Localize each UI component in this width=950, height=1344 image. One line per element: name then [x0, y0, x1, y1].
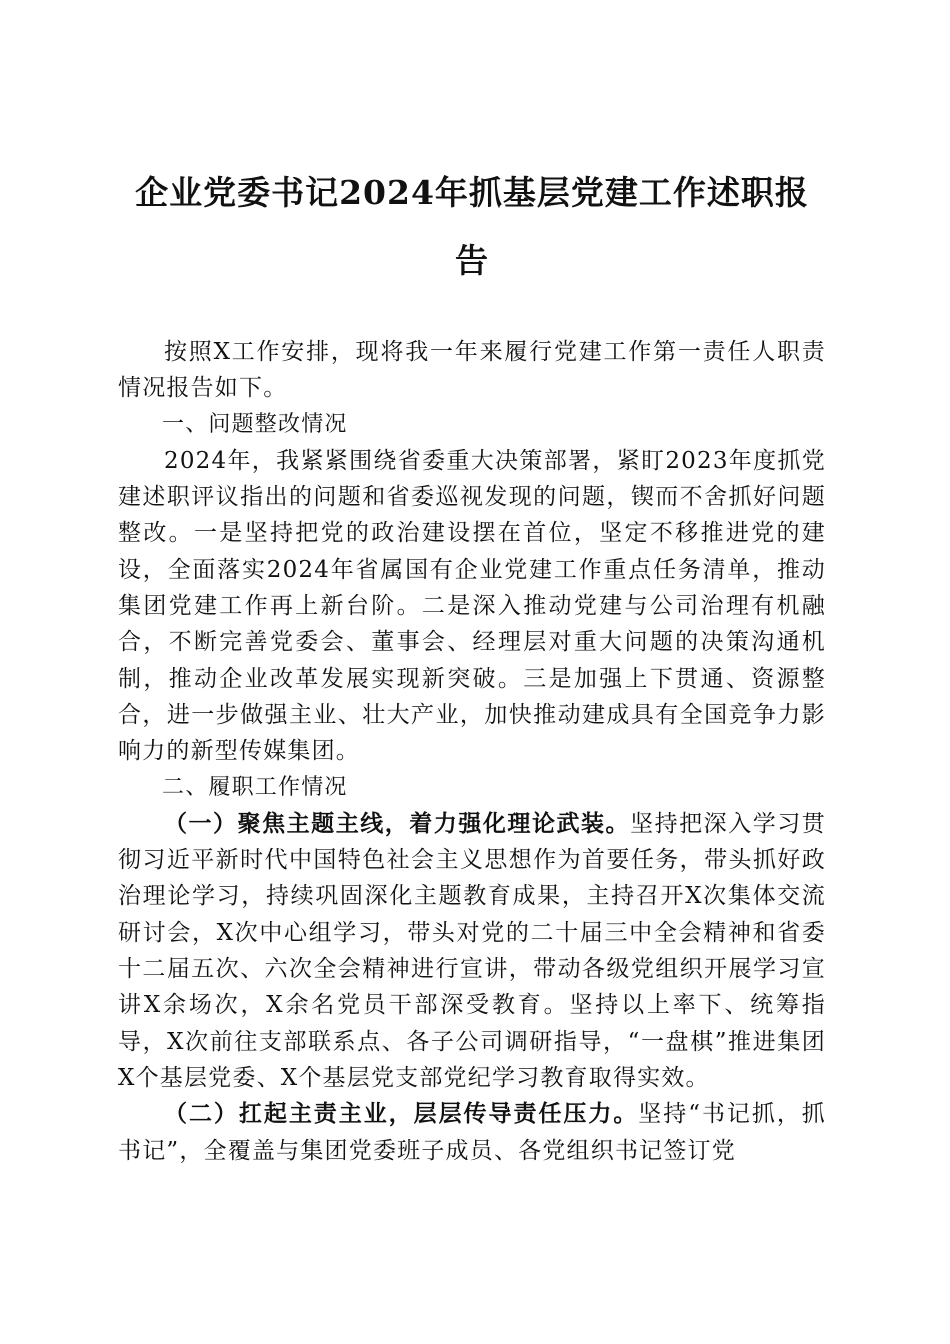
section-2-item-2: [118, 1096, 826, 1169]
section-2-item-1: [118, 806, 826, 1096]
intro-paragraph: 按照X工作安排，现将我一年来履行党建工作第一责任人职责情况报告如下。: [118, 339, 826, 402]
section-1-paragraph: 2024年，我紧紧围绕省委重大决策部署，紧盯2023年度抓党建述职评议指出的问题和省委巡视发现的问题，锲而不舍抓好问题整改。一是坚持把党的政治建设摆在首位，坚定不移推进党的建设，全面落实2024年省属国有企业党建工作重点任务清单，推动集团党建工作再上新台阶。二是深入推动党建与公司治理有机融合，不断完善党委会、董事会、经理层对重大问题的决策沟通机制，推动企业改革发展实现新突破。三是加强上下贯通、资源整合，进一步做强主业、壮大产业，加快推动建成具有全国竞争力影响力的新型传媒集团。: [118, 447, 826, 765]
section-1-heading: 一、问题整改情况: [162, 411, 348, 437]
item-1-text: 坚持把深入学习贯彻习近平新时代中国特色社会主义思想作为首要任务，带头抓好政治理论学习，持续巩固深化主题教育成果，主持召开X次集体交流研讨会，X次中心组学习，带头对党的二十届三中全会精神和省委十二届五次、六次全会精神进行宣讲，带动各级党组织开展学习宣讲X余场次，X余名党员干部深受教育。坚持以上率下、统筹指导，X次前往支部联系点、各子公司调研指导，“一盘棋”推进集团X个基层党委、X个基层党支部党纪学习教育取得实效。: [118, 810, 826, 1091]
item-2-text: 坚持“书记抓，抓书记”，全覆盖与集团党委班子成员、各党组织书记签订党: [118, 1101, 826, 1164]
section-2-heading: 二、履职工作情况: [162, 774, 348, 800]
item-1-lead: （一）聚焦主题主线，着力强化理论武装。: [164, 809, 631, 837]
item-2-lead: （二）扛起主责主业，层层传导责任压力。: [164, 1100, 639, 1128]
document-title: [118, 170, 826, 284]
document-body: [118, 334, 826, 1169]
document-page: [118, 0, 826, 1169]
title-line-1: 企业党委书记2024年抓基层党建工作述职报: [135, 173, 809, 212]
title-line-2: 告: [455, 241, 489, 280]
